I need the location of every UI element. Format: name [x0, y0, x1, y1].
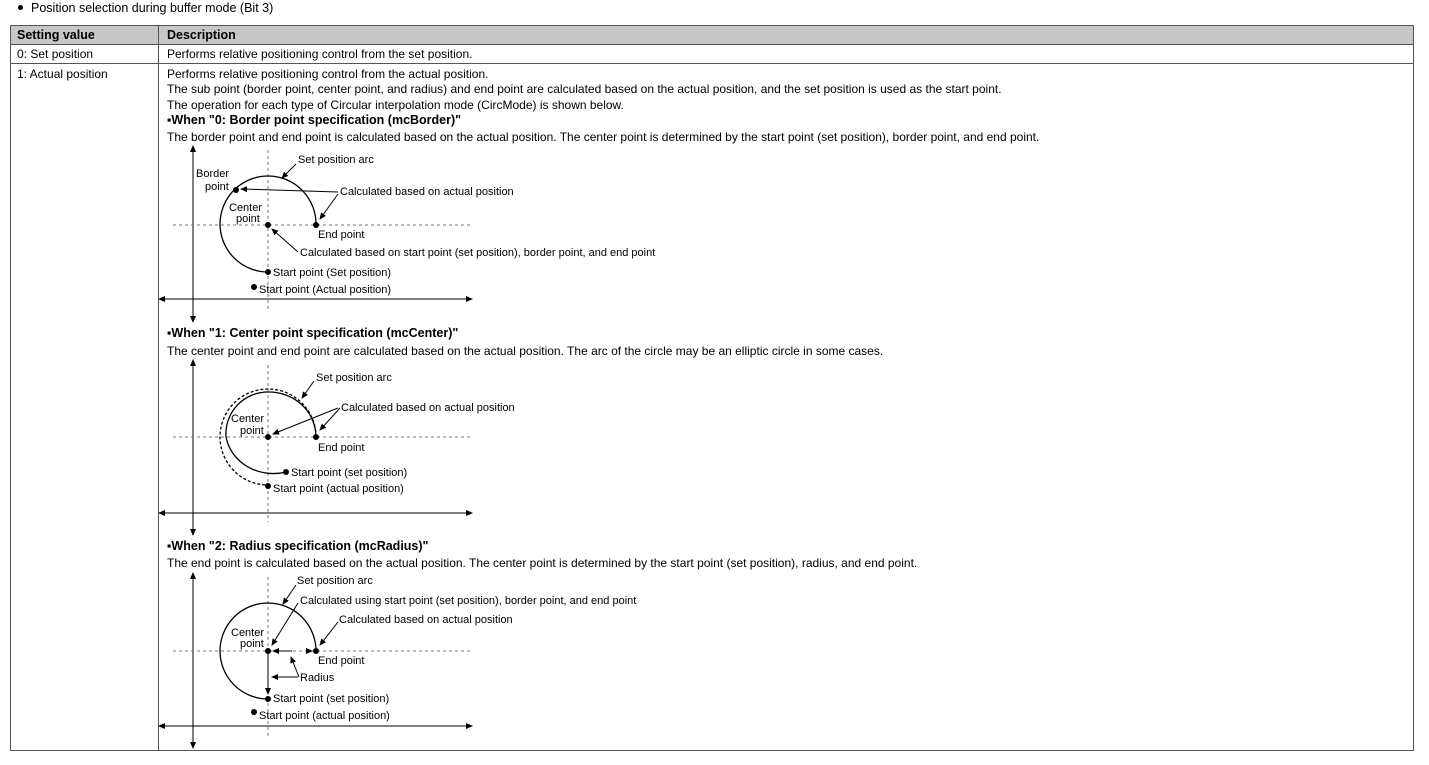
- border-diagram: [159, 146, 655, 322]
- start-actual-dot: [251, 709, 257, 715]
- label-start-actual: Start point (Actual position): [259, 284, 392, 296]
- row1-line-3: The operation for each type of Circular interpolation mode (CircMode) is shown below.: [167, 98, 624, 112]
- label-start-set: Start point (Set position): [273, 267, 392, 279]
- label-center-1: Center: [231, 413, 265, 425]
- label-set-arc: Set position arc: [298, 154, 374, 166]
- row0-description: Performs relative positioning control from the set position.: [167, 47, 473, 61]
- label-set-arc: Set position arc: [297, 575, 373, 587]
- label-calc-actual: Calculated based on actual position: [340, 186, 514, 198]
- center-point-dot: [265, 222, 271, 228]
- label-center-2: point: [240, 638, 264, 650]
- border-description: The border point and end point is calculated based on the actual position. The center point is determined by the start point (set position), border point, and end point.: [167, 130, 1040, 144]
- label-border-1: Border: [196, 168, 230, 180]
- row1-line-1: Performs relative positioning control from the actual position.: [167, 67, 489, 81]
- label-start-set: Start point (set position): [273, 693, 390, 705]
- label-start-actual: Start point (actual position): [259, 710, 390, 722]
- border-point-dot: [233, 187, 239, 193]
- label-calc-actual: Calculated based on actual position: [341, 402, 515, 414]
- start-set-dot: [283, 469, 289, 475]
- header-setting-value: Setting value: [17, 28, 95, 42]
- radius-heading: ▪When "2: Radius specification (mcRadius)": [167, 539, 429, 553]
- label-center-1: Center: [229, 202, 263, 214]
- label-calc-start: Calculated based on start point (set position), border point, and end point: [300, 247, 656, 259]
- label-calc-using: Calculated using start point (set position), border point, and end point: [300, 595, 637, 607]
- end-point-dot: [313, 222, 319, 228]
- label-start-set: Start point (set position): [291, 467, 408, 479]
- row1-line-2: The sub point (border point, center point, and radius) and end point are calculated based on the actual position, and the set position is used as the start point.: [167, 82, 1002, 96]
- center-heading: ▪When "1: Center point specification (mcCenter)": [167, 326, 459, 340]
- end-point-dot: [313, 648, 319, 654]
- start-actual-dot: [251, 284, 257, 290]
- label-end: End point: [318, 655, 365, 667]
- center-diagram: [159, 360, 515, 535]
- label-border-2: point: [205, 181, 229, 193]
- end-point-dot: [313, 434, 319, 440]
- radius-diagram: [159, 573, 636, 748]
- start-set-dot: [265, 269, 271, 275]
- label-end: End point: [318, 229, 365, 241]
- label-center-2: point: [240, 425, 264, 437]
- label-set-arc: Set position arc: [316, 372, 392, 384]
- label-radius: Radius: [300, 672, 335, 684]
- center-point-dot: [265, 434, 271, 440]
- center-description: The center point and end point are calculated based on the actual position. The arc of the circle may be an elliptic circle in some cases.: [167, 344, 884, 358]
- radius-description: The end point is calculated based on the actual position. The center point is determined by the start point (set position), radius, and end point.: [167, 556, 918, 570]
- border-heading: ▪When "0: Border point specification (mcBorder)": [167, 113, 462, 127]
- label-end: End point: [318, 442, 365, 454]
- row1-setting: 1: Actual position: [17, 67, 108, 81]
- row0-setting: 0: Set position: [17, 47, 94, 61]
- bullet-text: Position selection during buffer mode (Bit 3): [31, 1, 274, 15]
- label-start-actual: Start point (actual position): [273, 483, 404, 495]
- label-center-1: Center: [231, 627, 265, 639]
- start-actual-dot: [265, 483, 271, 489]
- label-center-2: point: [236, 213, 260, 225]
- start-set-dot: [265, 696, 271, 702]
- label-calc-actual: Calculated based on actual position: [339, 614, 513, 626]
- header-description: Description: [167, 28, 236, 42]
